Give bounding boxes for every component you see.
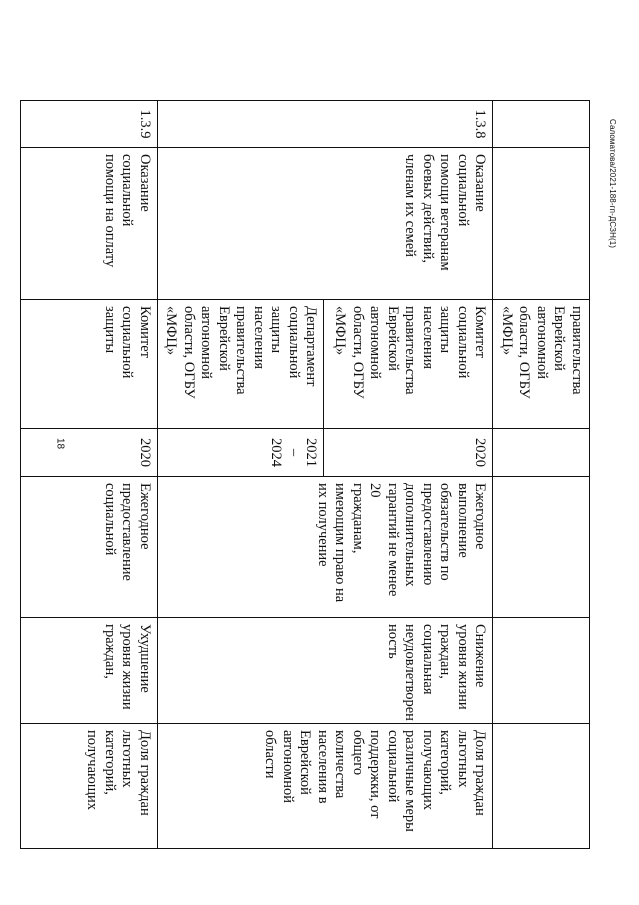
cell-consequence: Ухудшение уровня жизни граждан, — [21, 618, 158, 724]
table-row — [324, 101, 493, 849]
cell-name: Оказание социальной помощи ветеранам боевых действий, членам их семей — [158, 148, 494, 300]
cell-result — [493, 477, 590, 618]
document-table-rotated — [84, 100, 590, 848]
cell-indicator: Доля граждан льготных категорий, получающих — [21, 724, 158, 849]
cell-consequence: Снижение уровня жизни граждан, социальная неудовлетворен ность — [158, 618, 494, 724]
measures-table — [20, 100, 590, 849]
cell-responsible: Департамент социальной защиты населения правительства Еврейской автономной области, ОГБУ «МФЦ» — [158, 300, 325, 429]
cell-name: Оказание социальной помощи на оплату — [21, 148, 158, 300]
cell-name — [493, 148, 590, 300]
cell-responsible: Комитет социальной защиты населения правительства Еврейской автономной области, ОГБУ «МФЦ» — [324, 300, 493, 429]
cell-indicator — [493, 724, 590, 849]
table-row — [493, 101, 590, 849]
cell-consequence — [493, 618, 590, 724]
cell-result: Ежегодное выполнение обязательств по предоставлению дополнительных гарантий не менее 20 гражданам, имеющим право на их получение — [158, 477, 494, 618]
page-number: 18 — [54, 437, 66, 450]
cell-responsible: Комитет социальной защиты — [21, 300, 158, 429]
cell-indicator: Доля граждан льготных категорий, получающих различные меры социальной поддержки, от общего количества населения в Еврейской автономной области — [158, 724, 494, 849]
cell-year — [493, 429, 590, 477]
cell-year: 2020 — [21, 429, 158, 477]
cell-num: 1.3.8 — [158, 101, 494, 148]
cell-responsible: правительства Еврейской автономной области, ОГБУ «МФЦ» — [493, 300, 590, 429]
table-row — [21, 101, 158, 849]
footer-code — [608, 119, 621, 249]
cell-year: 2021 – 2024 — [158, 429, 325, 477]
cell-num: 1.3.9 — [21, 101, 158, 148]
footer-code-text: Саломатова/2021-188-гп-ДСЗН(1) — [608, 119, 617, 249]
cell-result: Ежегодное предоставление социальной — [21, 477, 158, 618]
cell-year: 2020 — [324, 429, 493, 477]
cell-num — [493, 101, 590, 148]
